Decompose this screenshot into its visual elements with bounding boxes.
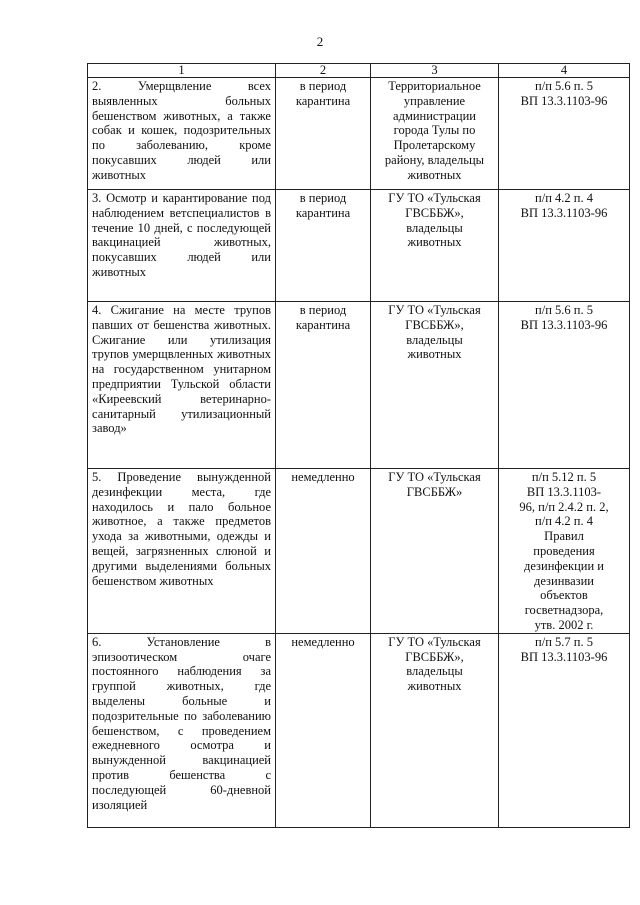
- table-header-row: [88, 64, 630, 78]
- basis-cell: п/п 5.7 п. 5 ВП 13.3.1103-96: [499, 633, 630, 827]
- measure-cell: 3. Осмотр и карантирование под наблюдением ветспециалистов в течение 10 дней, с последующей вакцинацией животных, покусавших людей или животных: [88, 190, 276, 302]
- measure-cell: 2. Умерщвление всех выявленных больных бешенством животных, а также собак и кошек, подозрительных по заболеванию, кроме покусавших людей или животных: [88, 78, 276, 190]
- table-row: [88, 190, 630, 302]
- term-cell: в период карантина: [276, 78, 371, 190]
- measures-table: [87, 63, 630, 828]
- table-row: [88, 633, 630, 827]
- column-header-2: 2: [276, 64, 371, 78]
- term-cell: немедленно: [276, 633, 371, 827]
- column-header-4: 4: [499, 64, 630, 78]
- table-row: [88, 302, 630, 469]
- responsible-cell: ГУ ТО «Тульская ГВСББЖ», владельцы животных: [371, 190, 499, 302]
- basis-cell: п/п 5.6 п. 5 ВП 13.3.1103-96: [499, 302, 630, 469]
- table-row: [88, 469, 630, 634]
- term-cell: в период карантина: [276, 302, 371, 469]
- term-cell: в период карантина: [276, 190, 371, 302]
- responsible-cell: ГУ ТО «Тульская ГВСББЖ», владельцы животных: [371, 633, 499, 827]
- column-header-3: 3: [371, 64, 499, 78]
- page-number: 2: [316, 34, 324, 49]
- table-row: [88, 78, 630, 190]
- measure-cell: 6. Установление в эпизоотическом очаге постоянного наблюдения за группой животных, где выделены больные и подозрительные по заболеванию бешенством, с проведением ежедневного осмотра и вынужденной вакцинацией против бешенства с последующей 60-дневной изоляцией: [88, 633, 276, 827]
- measure-cell: 4. Сжигание на месте трупов павших от бешенства животных. Сжигание или утилизация трупов умерщвленных животных на государственном унитарном предприятии Тульской области «Киреевский ветеринарно-санитарный утилизационный завод»: [88, 302, 276, 469]
- basis-cell: п/п 5.6 п. 5 ВП 13.3.1103-96: [499, 78, 630, 190]
- responsible-cell: Территориальное управление администрации города Тулы по Пролетарскому району, владельцы животных: [371, 78, 499, 190]
- measure-cell: 5. Проведение вынужденной дезинфекции места, где находилось и пало больное животное, а также предметов ухода за животными, одежды и вещей, загрязненных слюной и другими выделениями больных бешенством животных: [88, 469, 276, 634]
- basis-cell: п/п 4.2 п. 4 ВП 13.3.1103-96: [499, 190, 630, 302]
- responsible-cell: ГУ ТО «Тульская ГВСББЖ», владельцы животных: [371, 302, 499, 469]
- column-header-1: 1: [88, 64, 276, 78]
- basis-cell: п/п 5.12 п. 5 ВП 13.3.1103- 96, п/п 2.4.2 п. 2, п/п 4.2 п. 4 Правил проведения дезинфекции и дезинвазии объектов госветнадзора, утв. 2002 г.: [499, 469, 630, 634]
- responsible-cell: ГУ ТО «Тульская ГВСББЖ»: [371, 469, 499, 634]
- term-cell: немедленно: [276, 469, 371, 634]
